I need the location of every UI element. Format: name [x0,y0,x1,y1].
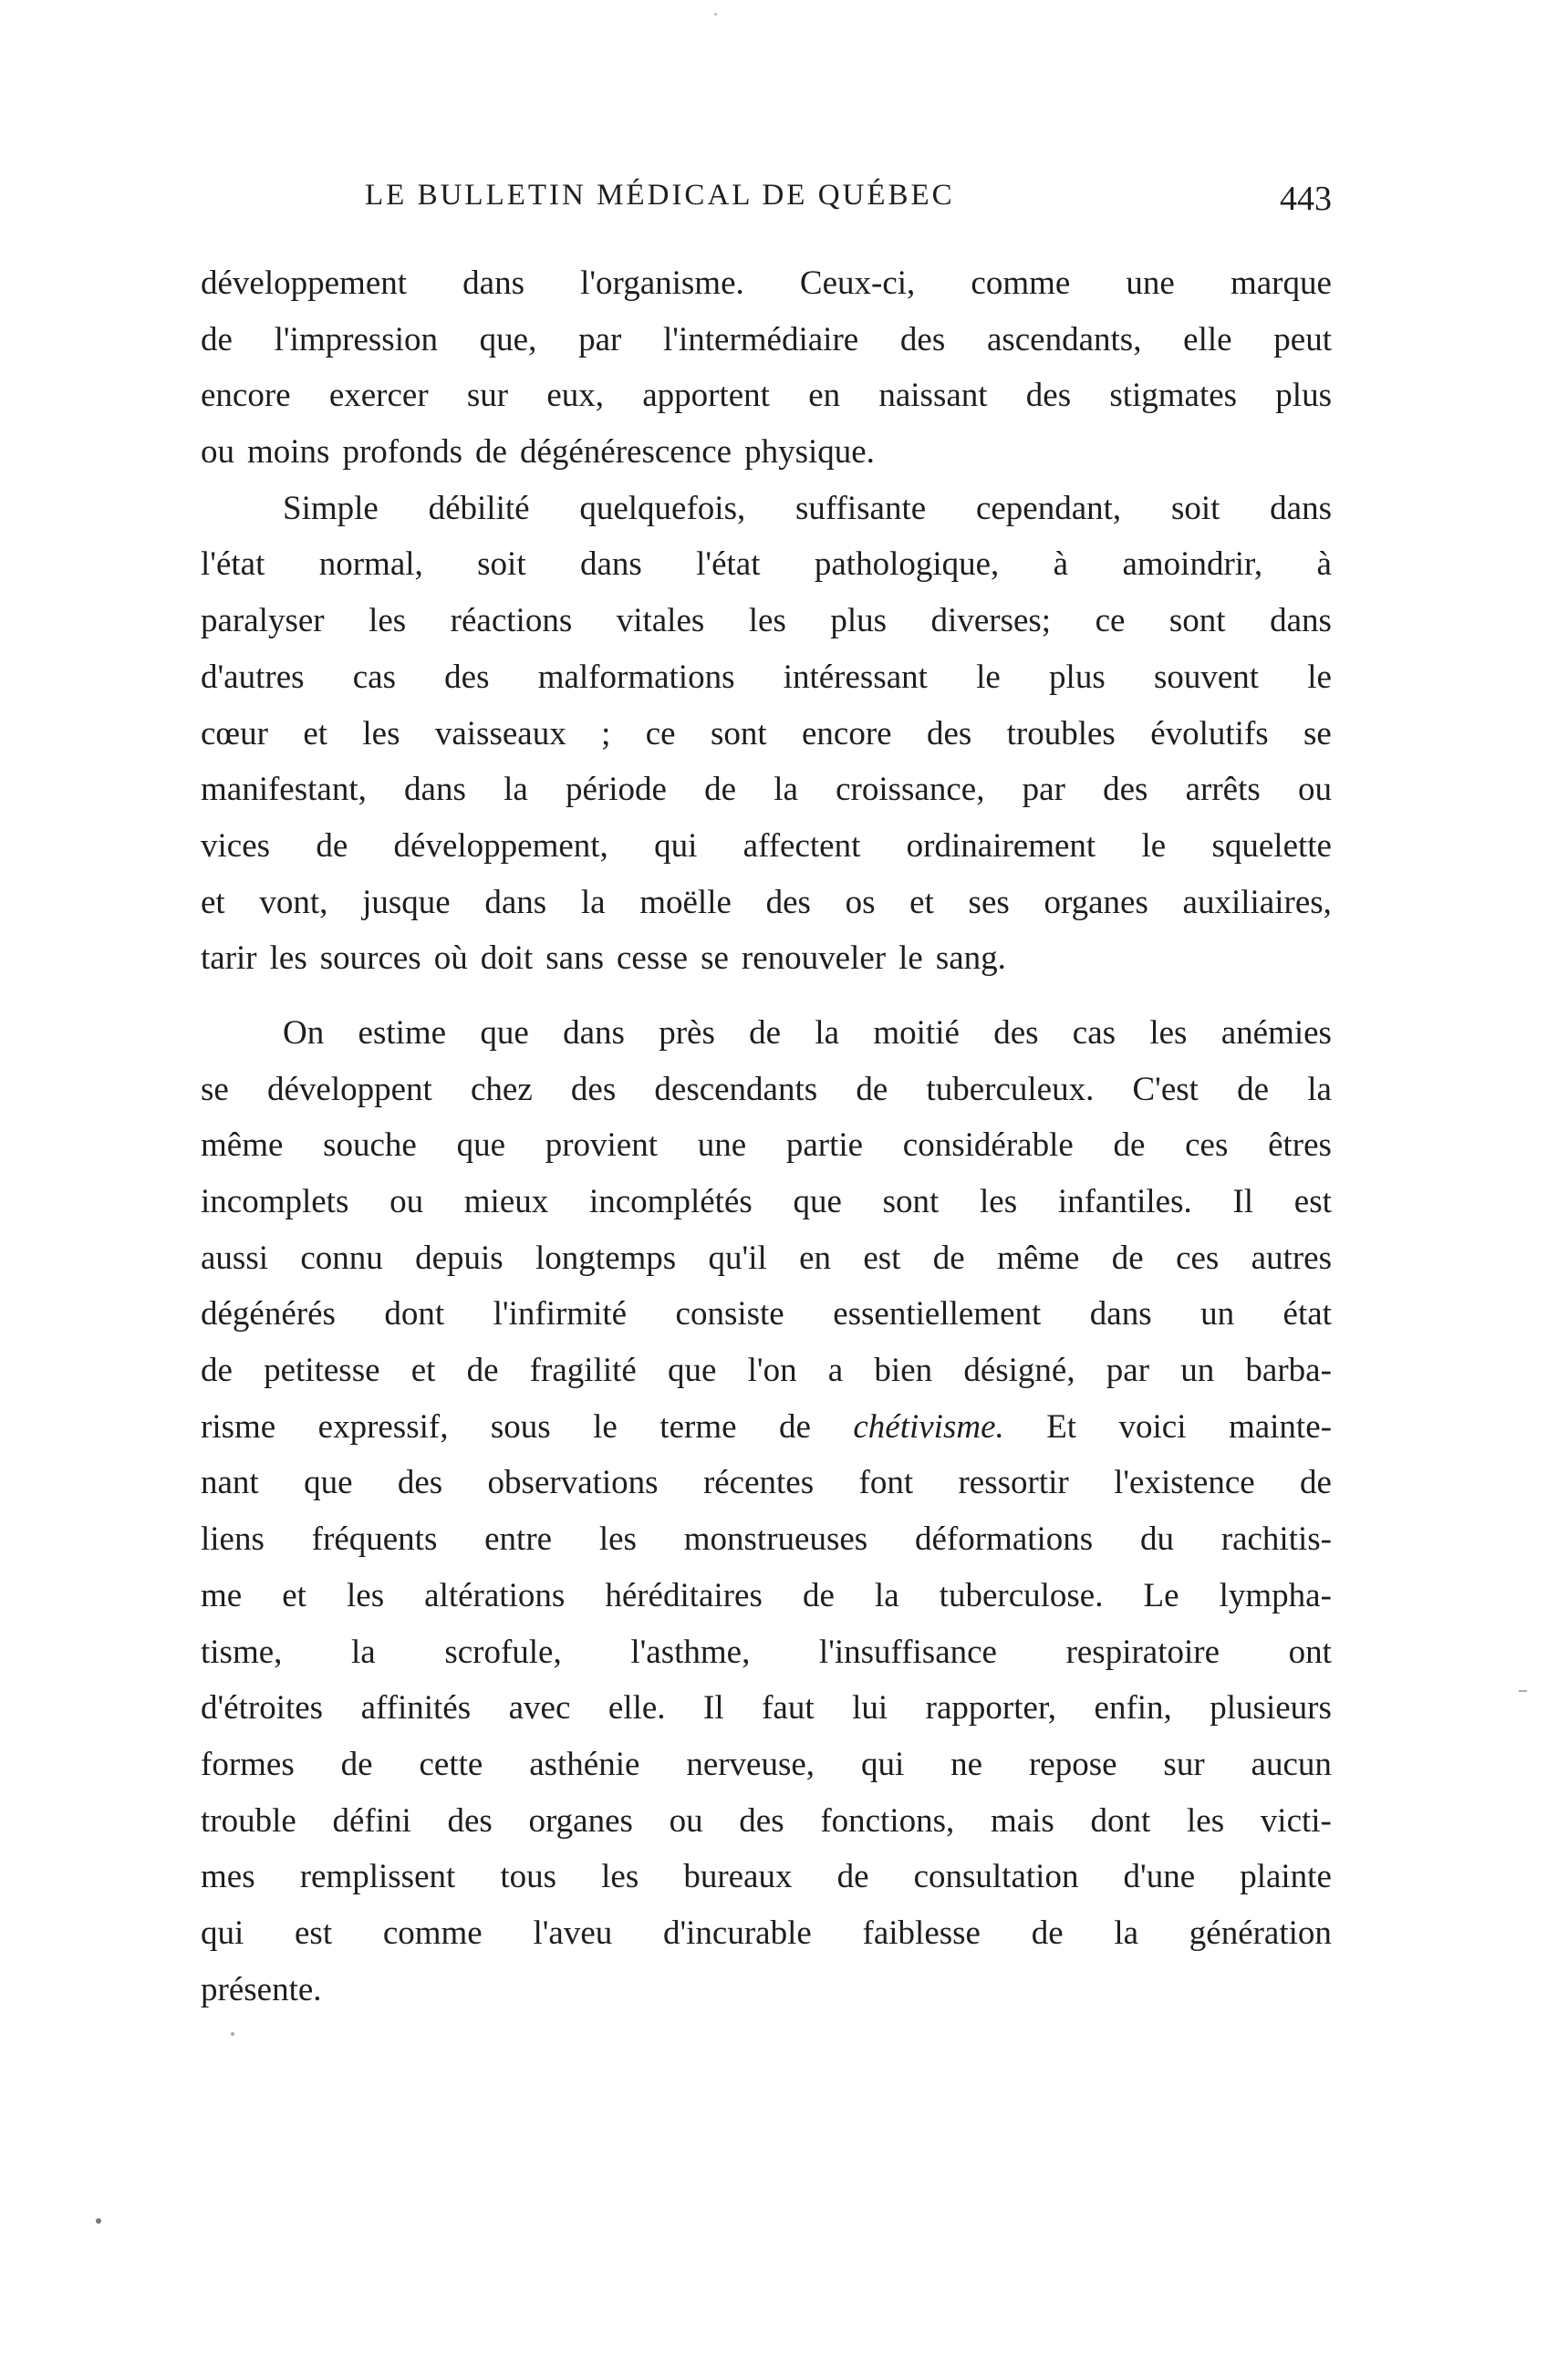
text-line: aussi connu depuis longtemps qu'il en est de même de ces autres [201,1239,1332,1277]
text-line: qui est comme l'aveu d'incurable faiblesse de la génération [201,1914,1332,1952]
text-line: développement dans l'organisme. Ceux-ci, comme une marque [201,265,1332,302]
page-number: 443 [1280,180,1332,218]
text-line: présente. [201,1970,322,2008]
running-title: LE BULLETIN MÉDICAL DE QUÉBEC [365,179,955,212]
text-line: de petitesse et de fragilité que l'on a bien désigné, par un barba- [201,1352,1332,1390]
text-line: paralyser les réactions vitales les plus diverses; ce sont dans [201,602,1332,640]
paragraph [201,255,1332,481]
ink-speck [231,2032,234,2036]
body-text [201,255,1332,2018]
paragraph-gap [201,987,1332,1005]
text-line: Simple débilité quelquefois, suffisante cependant, soit dans [283,489,1332,527]
text-line: tarir les sources où doit sans cesse se renouveler le sang. [201,939,1006,978]
text-line: d'autres cas des malformations intéressant le plus souvent le [201,658,1332,696]
text-line: incomplets ou mieux incomplétés que sont les infantiles. Il est [201,1183,1332,1220]
text-line: se développent chez des descendants de tuberculeux. C'est de la [201,1070,1332,1108]
paragraph [201,481,1332,987]
text-line: manifestant, dans la période de la croissance, par des arrêts ou [201,771,1332,809]
text-line: de l'impression que, par l'intermédiaire des ascendants, elle peut [201,320,1332,358]
text-line: ou moins profonds de dégénérescence physique. [201,433,875,472]
ink-speck [96,2218,101,2224]
text-line: liens fréquents entre les monstrueuses déformations du rachitis- [201,1520,1332,1559]
text-line: vices de développement, qui affectent ordinairement le squelette [201,826,1332,865]
text-line: formes de cette asthénie nerveuse, qui ne repose sur aucun [201,1745,1332,1783]
text-line: nant que des observations récentes font ressortir l'existence de [201,1464,1332,1502]
text-line: mes remplissent tous les bureaux de consultation d'une plainte [201,1858,1332,1896]
text-line: l'état normal, soit dans l'état pathologique, à amoindrir, à [201,545,1332,584]
ink-speck [714,13,717,16]
text-line: On estime que dans près de la moitié des cas les anémies [283,1013,1332,1052]
paragraph [201,1005,1332,2018]
text-line: risme expressif, sous le terme de chétivisme. Et voici mainte- [201,1407,1332,1446]
text-line: encore exercer sur eux, apportent en naissant des stigmates plus [201,377,1332,415]
text-line: dégénérés dont l'infirmité consiste essentiellement dans un état [201,1295,1332,1333]
text-line: cœur et les vaisseaux ; ce sont encore des troubles évolutifs se [201,714,1332,752]
text-line: me et les altérations héréditaires de la tuberculose. Le lympha- [201,1576,1332,1614]
text-line: d'étroites affinités avec elle. Il faut lui rapporter, enfin, plusieurs [201,1689,1332,1728]
ink-speck [1519,1690,1527,1692]
running-header [201,179,1332,224]
text-line: tisme, la scrofule, l'asthme, l'insuffisance respiratoire ont [201,1633,1332,1671]
text-line: trouble défini des organes ou des fonctions, mais dont les victi- [201,1801,1332,1840]
text-line: même souche que provient une partie considérable de ces êtres [201,1126,1332,1165]
text-line: et vont, jusque dans la moëlle des os et ses organes auxiliaires, [201,883,1332,921]
